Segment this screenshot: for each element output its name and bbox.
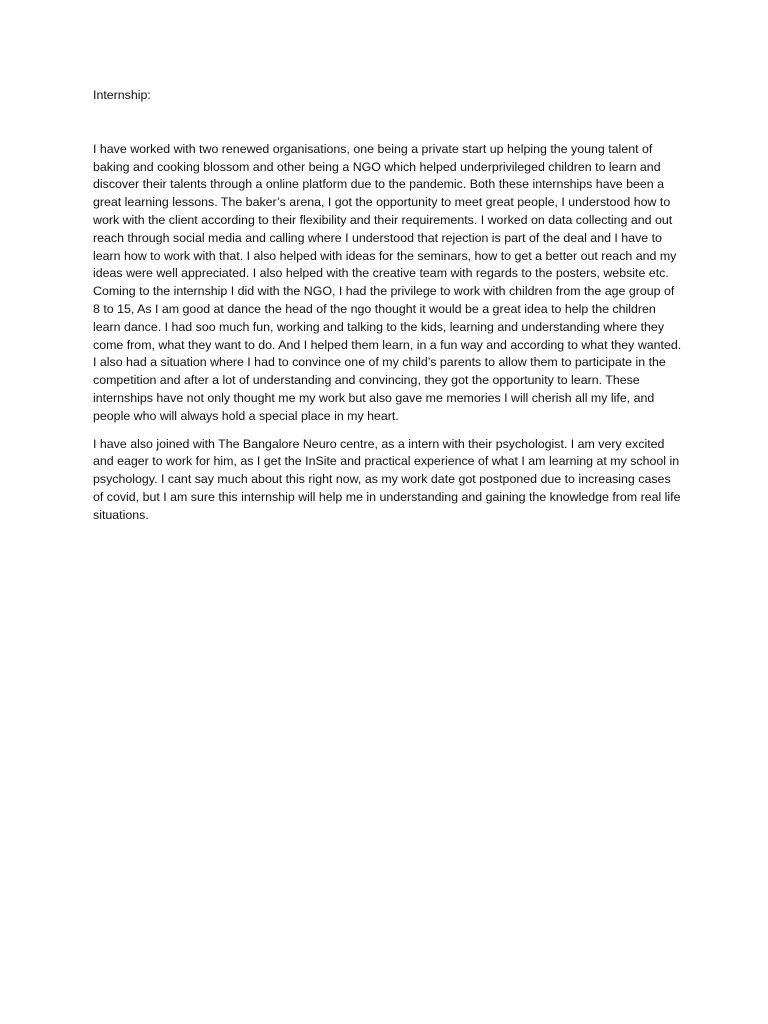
- paragraph-baking-startup: I have worked with two renewed organisations, one being a private start up helping the young talent of baking and cooking blossom and other being a NGO which helped underprivileged children to learn and discover their talents through a online platform due to the pandemic. Both these internships have been a great learning lessons. The baker’s arena, I got the opportunity to meet great people, I understood how to work with the client according to their flexibility and their requirements. I worked on data collecting and out reach through social media and calling where I understood that rejection is part of the deal and I have to learn how to work with that. I also helped with ideas for the seminars, how to get a better out reach and my ideas were well appreciated. I also helped with the creative team with regards to the posters, website etc.: [93, 141, 677, 281]
- paragraph-ngo-internship: Coming to the internship I did with the NGO, I had the privilege to work with children from the age group of 8 to 15, As I am good at dance the head of the ngo thought it would be a great idea to help the children learn dance. I had soo much fun, working and talking to the kids, learning and understanding where they come from, what they want to do. And I helped them learn, in a fun way and according to what they wanted. I also had a situation where I had to convince one of my child’s parents to allow them to participate in the competition and after a lot of understanding and convincing, they got the opportunity to learn. These internships have not only thought me my work but also gave me memories I will cherish all my life, and people who will always hold a special place in my heart.: [93, 284, 682, 423]
- paragraph-neuro-centre: I have also joined with The Bangalore Neuro centre, as a intern with their psychologist. I am very excited and eager to work for him, as I get the InSite and practical experience of what I am learning at my school in psychology. I cant say much about this right now, as my work date got postponed due to increasing cases of covid, but I am sure this internship will help me in understanding and gaining the knowledge from real life situations.: [93, 436, 681, 522]
- document-heading: Internship:: [93, 88, 151, 102]
- document-body: [93, 87, 683, 525]
